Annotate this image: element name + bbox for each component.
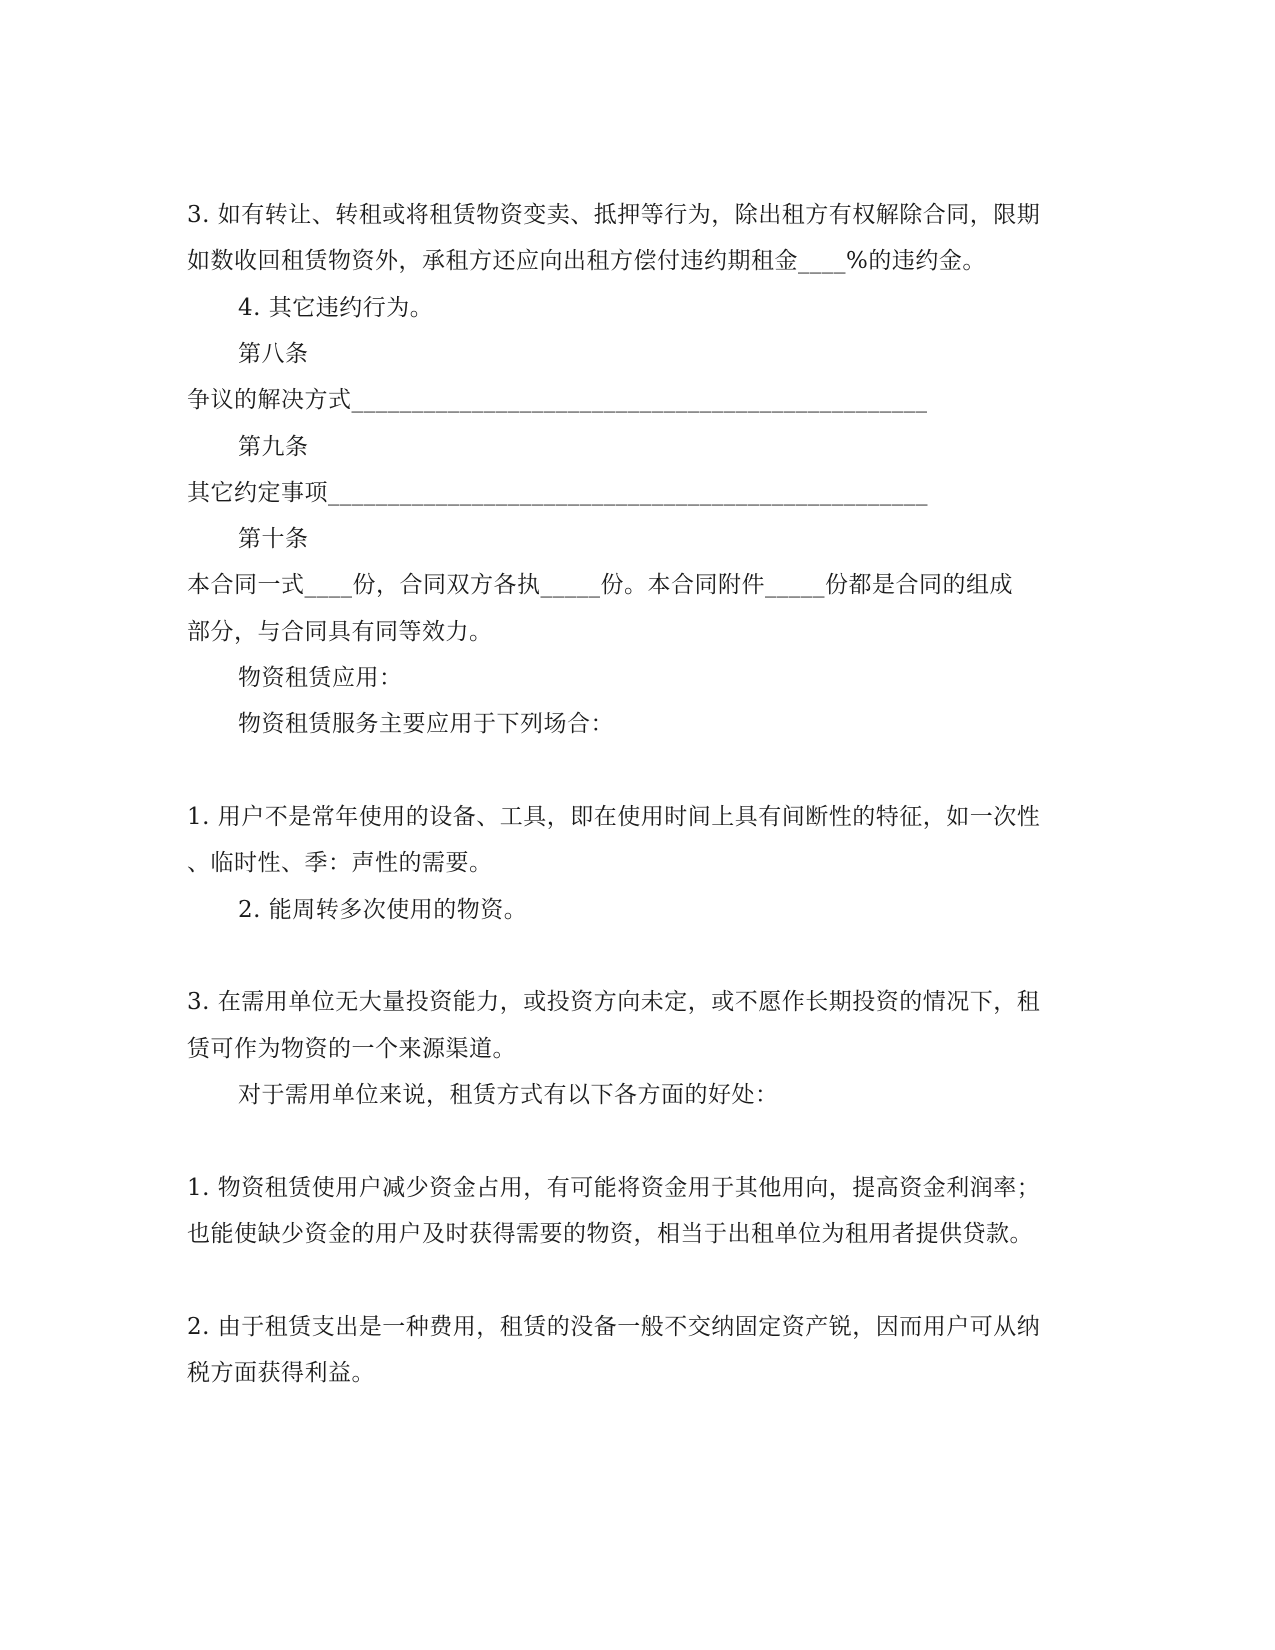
article-10-heading: 第十条 xyxy=(238,526,309,552)
benefit-2-line-2: 税方面获得利益。 xyxy=(187,1360,375,1386)
clause-3-line-1: 3. 如有转让、转租或将租赁物资变卖、抵押等行为，除出租方有权解除合同，限期 xyxy=(187,202,1041,228)
application-item-1-line-2: 、临时性、季：声性的需要。 xyxy=(187,850,493,876)
copies-line-1: 本合同一式____份，合同双方各执_____份。本合同附件_____份都是合同的组成 xyxy=(187,572,1013,598)
benefits-intro: 对于需用单位来说，租赁方式有以下各方面的好处： xyxy=(238,1082,779,1108)
copies-line-2: 部分，与合同具有同等效力。 xyxy=(187,619,493,645)
benefit-1-line-1: 1. 物资租赁使用户减少资金占用，有可能将资金用于其他用向，提高资金利润率； xyxy=(187,1175,1041,1201)
article-9-heading: 第九条 xyxy=(238,434,309,460)
application-item-2: 2. 能周转多次使用的物资。 xyxy=(238,897,528,923)
clause-3-line-2: 如数收回租赁物资外，承租方还应向出租方偿付违约期租金____%的违约金。 xyxy=(187,248,986,274)
article-8-heading: 第八条 xyxy=(238,341,309,367)
application-heading: 物资租赁应用： xyxy=(238,665,403,691)
application-item-3-line-2: 赁可作为物资的一个来源渠道。 xyxy=(187,1036,516,1062)
application-item-3-line-1: 3. 在需用单位无大量投资能力，或投资方向未定，或不愿作长期投资的情况下，租 xyxy=(187,989,1041,1015)
application-item-1-line-1: 1. 用户不是常年使用的设备、工具，即在使用时间上具有间断性的特征，如一次性 xyxy=(187,804,1041,830)
clause-4-line: 4. 其它违约行为。 xyxy=(238,295,434,321)
other-terms-line: 其它约定事项__________________________________________________ xyxy=(187,480,928,506)
dispute-resolution-line: 争议的解决方式________________________________________________ xyxy=(187,387,928,413)
application-intro: 物资租赁服务主要应用于下列场合： xyxy=(238,711,614,737)
benefit-2-line-1: 2. 由于租赁支出是一种费用，租赁的没备一般不交纳固定资产锐，因而用户可从纳 xyxy=(187,1314,1041,1340)
benefit-1-line-2: 也能使缺少资金的用户及时获得需要的物资，相当于出租单位为租用者提供贷款。 xyxy=(187,1221,1033,1247)
